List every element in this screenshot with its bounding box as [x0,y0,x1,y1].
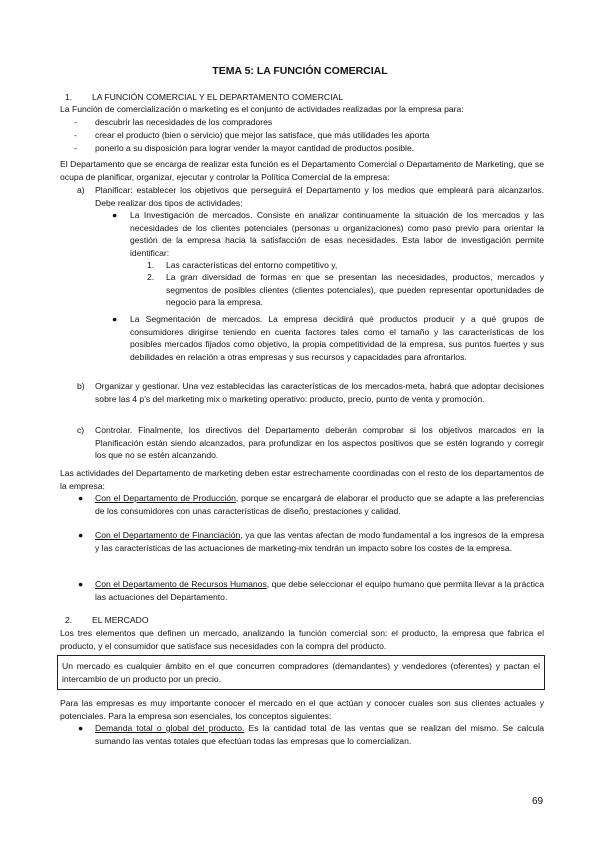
list-label-a: a) [77,185,85,195]
coord-item-rrhh [95,578,544,603]
coord-item-link: Con el Departamento de Producción [95,493,236,503]
coord-item-financiacion [95,529,544,554]
dash-marker: - [74,143,77,153]
section-2-heading: EL MERCADO [92,615,149,625]
dash-marker: - [74,117,77,127]
coord-item-link: Con el Departamento de Financiación [95,530,241,540]
numbered-item: Las características del entorno competitivo y, [166,260,338,270]
definition-text: Un mercado es cualquier ámbito en el que concurren compradores (demandantes) y vendedores (oferentes) y pactan el intercambio de un producto por un precio. [62,661,540,684]
coord-item-rest: , ya que las ventas afectan de modo fundamental a los ingresos de la empresa y las características de las actuaciones de marketing-mix tendrán un impacto sobre los costes de la empresa. [95,530,544,553]
bullet-marker: ● [112,210,118,220]
section-2-number: 2. [65,615,73,625]
page-title: TEMA 5: LA FUNCIÓN COMERCIAL [212,65,388,77]
planificar-text: Planificar: establecer los objetivos que perseguirá el Departamento y los medios que empleará para alcanzarlos. Debe realizar dos tipos de actividades: [95,185,544,208]
list-label-b: b) [77,381,85,391]
coord-item-link: Con el Departamento de Recursos Humanos [95,579,267,589]
organizar-text: Organizar y gestionar. Una vez establecidas las características de los mercados-meta, habrá que adoptar decisiones sobre las 4 p's del marketing mix o marketing operativo: producto, precio, punto de venta y promoción. [95,381,544,404]
coord-item-rest: , que debe seleccionar el equipo humano que permita llevar a la práctica las actuaciones del Departamento. [95,579,544,602]
number-marker: 1. [147,260,155,270]
list-label-c: c) [77,425,85,435]
numbered-item: La gran diversidad de formas en que se presentan las necesidades, productos, mercados y segmentos de posibles clientes (clientes potenciales), que pueden representar oportunidades de negocio para la empresa. [166,272,544,308]
bullet-marker: ● [78,530,84,540]
dash-item: crear el producto (bien o servicio) que mejor las satisface, que más utilidades les aporta [95,130,430,140]
controlar-text: Controlar. Finalmente, los directivos del Departamento deberán comprobar si los objetivos marcados en la Planificación están siendo alcanzados, para profundizar en los aspectos positivos que se estén logrando y corregir los que no se estén alcanzando. [95,425,544,461]
dash-item: ponerlo a su disposición para lograr vender la mayor cantidad de productos posible. [95,143,415,153]
section-1-number: 1. [65,92,73,102]
demanda-rest: Es la cantidad total de las ventas que se realizan del mismo. Se calcula sumando las ventas totales que efectúan todas las empresas que lo comercializan. [95,723,544,746]
section-1-intro: La Función de comercialización o marketing es el conjunto de actividades realizadas por la empresa para: [60,104,464,114]
section-2-intro: Los tres elementos que definen un mercado, analizando la función comercial son: el producto, la empresa que fabrica el producto, y el consumidor que satisface sus necesidades con la compra del producto. [60,628,544,651]
coordination-paragraph: Las actividades del Departamento de marketing deben estar estrechamente coordinadas con el resto de los departamentos de la empresa: [60,468,544,491]
bullet-marker: ● [112,314,118,324]
coord-item-rest: , porque se encargará de elaborar el producto que se adapte a las preferencias de los consumidores con unas características de diseño, prestaciones y calidad. [95,493,545,516]
dash-item: descubrir las necesidades de los compradores [95,117,273,127]
demanda-item [95,722,544,747]
dash-marker: - [74,130,77,140]
demanda-term: Demanda total o global del producto. [95,723,245,733]
department-paragraph: El Departamento que se encarga de realizar esta función es el Departamento Comercial o Departamento de Marketing, que se ocupa de planificar, organizar, ejecutar y controlar la Política Comercial de la empresa: [60,159,544,182]
segmentacion-text: La Segmentación de mercados. La empresa decidirá qué productos producir y a qué grupos de consumidores dirigirse teniendo en cuenta factores tales como el tamaño y las características de los posibles mercados fijados como objetivo, la propia competitividad de la empresa, sus puntos fuertes y sus debilidades en relación a otras empresas y sus recursos y capacidades para afrontarlos. [130,314,544,362]
bullet-marker: ● [78,493,84,503]
investigacion-text: La Investigación de mercados. Consiste en analizar continuamente la situación de los mercados y las necesidades de los clientes potenciales (personas u organizaciones) como paso previo para orientar la gestión de la empresa hacia la satisfacción de esas necesidades. Esta labor de investigación permite identificar: [130,210,544,258]
bullet-marker: ● [78,579,84,589]
page-number: 69 [532,796,544,807]
coord-item-produccion [95,492,544,517]
section-1-heading: LA FUNCIÓN COMERCIAL Y EL DEPARTAMENTO COMERCIAL [92,92,344,102]
section-2-paragraph: Para las empresas es muy importante conocer el mercado en el que actúan y conocer cuales son sus clientes actuales y potenciales. Para la empresa son esenciales, los conceptos siguientes: [60,698,544,721]
bullet-marker: ● [78,723,84,733]
number-marker: 2. [147,272,155,282]
